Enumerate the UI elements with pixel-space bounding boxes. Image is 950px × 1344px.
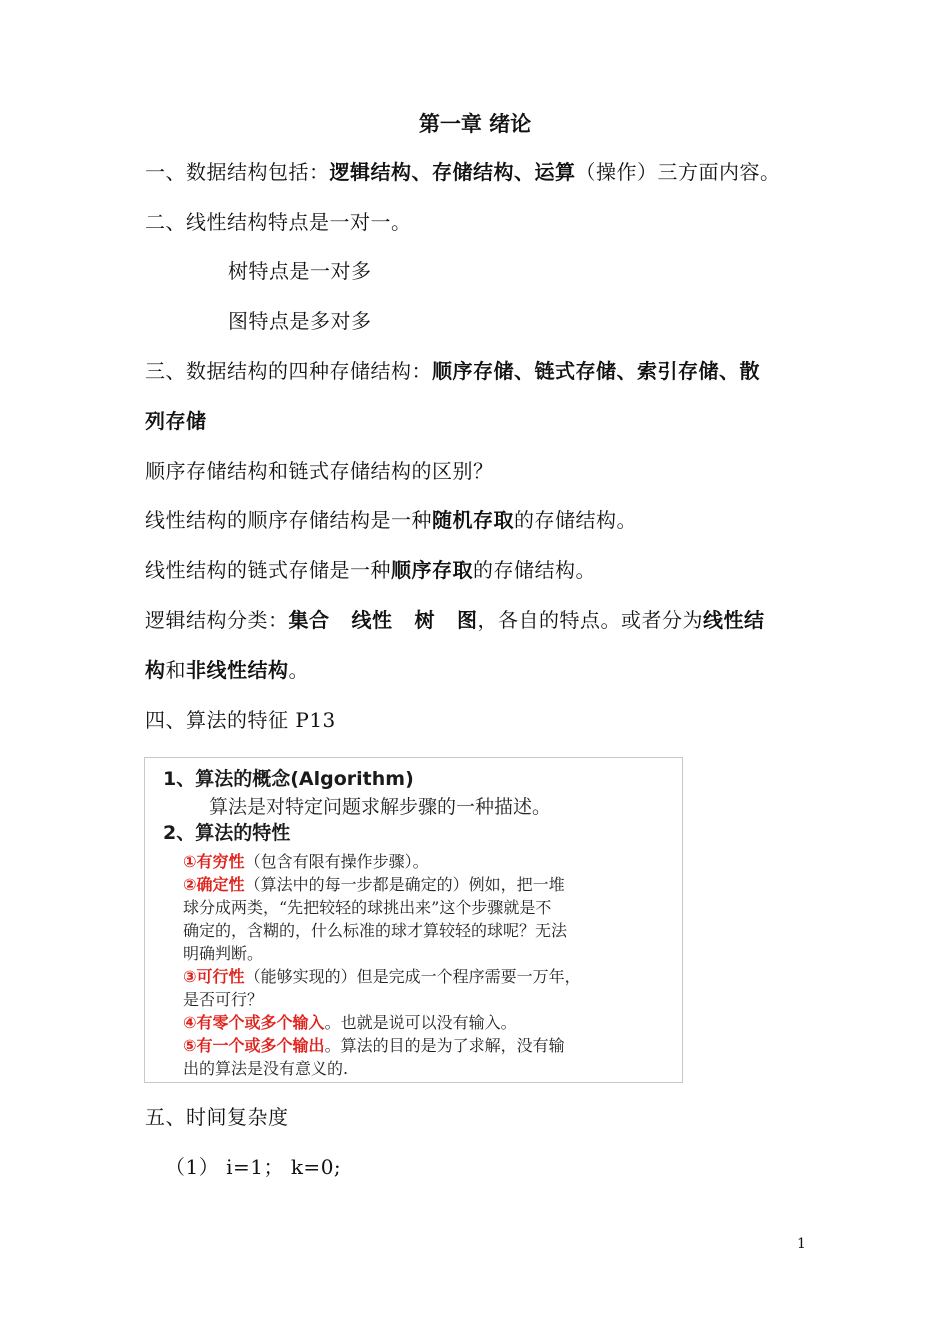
l1-bold: 随机存取 (432, 508, 514, 532)
section-3-line-2: 列存储 (145, 409, 207, 433)
item-3-label: ③可行性 (183, 967, 245, 986)
l3-bold-set: 集合 (288, 608, 330, 632)
section-2-line: 二、线性结构特点是一对一。 (145, 210, 412, 234)
box-heading-1: 1、算法的概念(Algorithm) (163, 768, 414, 790)
s1-sep-1: 、 (411, 160, 432, 184)
item-4-text: 。也就是说可以没有输入。 (324, 1013, 517, 1032)
l3-bold-tree: 树 (414, 608, 435, 632)
item-5-text: 。算法的目的是为了求解，没有输 (324, 1036, 565, 1055)
item-4-label: ④有零个或多个输入 (183, 1013, 325, 1032)
s3-bold: 顺序存储、链式存储、索引存储、散 (432, 359, 760, 383)
box-heading-2: 2、算法的特性 (163, 822, 291, 844)
logical-structure-line (145, 606, 765, 634)
item-1-text: （包含有限有操作步骤）。 (244, 852, 429, 871)
sequential-storage-line (145, 506, 637, 534)
item-5-label: ⑤有一个或多个输出 (183, 1036, 325, 1055)
code-line-1: （1） i=1； k=0; (165, 1155, 342, 1179)
box-item-3 (183, 965, 581, 988)
l3-prefix: 逻辑结构分类： (145, 608, 289, 632)
box-definition: 算法是对特定问题求解步骤的一种描述。 (209, 796, 552, 818)
box-item-3-line-2: 是否可行？ (183, 990, 264, 1009)
section-3-line (145, 357, 760, 385)
s1-bold-2: 存储结构 (432, 160, 514, 184)
l3-bold-linear: 线性 (351, 608, 393, 632)
section-4-line: 四、算法的特征 P13 (145, 708, 336, 732)
l2-bold: 顺序存取 (391, 558, 473, 582)
l2-suffix: 的存储结构。 (473, 558, 596, 582)
l3-bold-cont: 构 (145, 658, 166, 682)
box-item-2-line-4: 明确判断。 (183, 944, 264, 963)
box-item-2-line-2: 球分成两类，“先把较轻的球挑出来”这个步骤就是不 (183, 898, 552, 917)
item-2-text: （算法中的每一步都是确定的）例如，把一堆 (244, 875, 565, 894)
graph-feature-line: 图特点是多对多 (228, 309, 372, 333)
box-item-2-line-3: 确定的，含糊的，什么标准的球才算较轻的球呢？无法 (183, 921, 568, 940)
question-line: 顺序存储结构和链式存储结构的区别？ (145, 459, 494, 483)
section-5-line: 五、时间复杂度 (145, 1105, 289, 1129)
l3-bold-graph: 图 (457, 608, 478, 632)
l1-prefix: 线性结构的顺序存储结构是一种 (145, 508, 432, 532)
item-2-label: ②确定性 (183, 875, 245, 894)
page-number: 1 (797, 1236, 806, 1252)
l3-bold-nonlinear: 非线性结构 (186, 658, 289, 682)
tree-feature-line: 树特点是一对多 (228, 259, 372, 283)
logical-structure-line-2 (145, 656, 309, 684)
s1-prefix: 一、数据结构包括： (145, 160, 330, 184)
s1-bold-1: 逻辑结构 (329, 160, 412, 184)
box-item-2 (183, 873, 565, 896)
s1-suffix: （操作）三方面内容。 (575, 160, 781, 184)
linked-storage-line (145, 556, 596, 584)
l3-middle: ，各自的特点。或者分为 (477, 608, 703, 632)
l2-prefix: 线性结构的链式存储是一种 (145, 558, 391, 582)
box-item-4 (183, 1011, 517, 1034)
item-3-text: （能够实现的）但是完成一个程序需要一万年， (244, 967, 581, 986)
l3-period: 。 (288, 658, 309, 682)
chapter-title: 第一章 绪论 (418, 112, 532, 136)
section-1-line (145, 158, 781, 186)
l1-suffix: 的存储结构。 (514, 508, 637, 532)
l3-and: 和 (165, 658, 186, 682)
algorithm-figure-box (144, 757, 683, 1083)
s3-prefix: 三、数据结构的四种存储结构： (145, 359, 432, 383)
box-item-5-line-2: 出的算法是没有意义的. (183, 1059, 349, 1078)
box-item-1 (183, 850, 429, 873)
l3-bold-linear-structure: 线性结 (703, 608, 765, 632)
s1-bold-3: 运算 (534, 160, 576, 184)
item-1-label: ①有穷性 (183, 852, 245, 871)
box-item-5 (183, 1034, 565, 1057)
s1-sep-2: 、 (514, 160, 535, 184)
